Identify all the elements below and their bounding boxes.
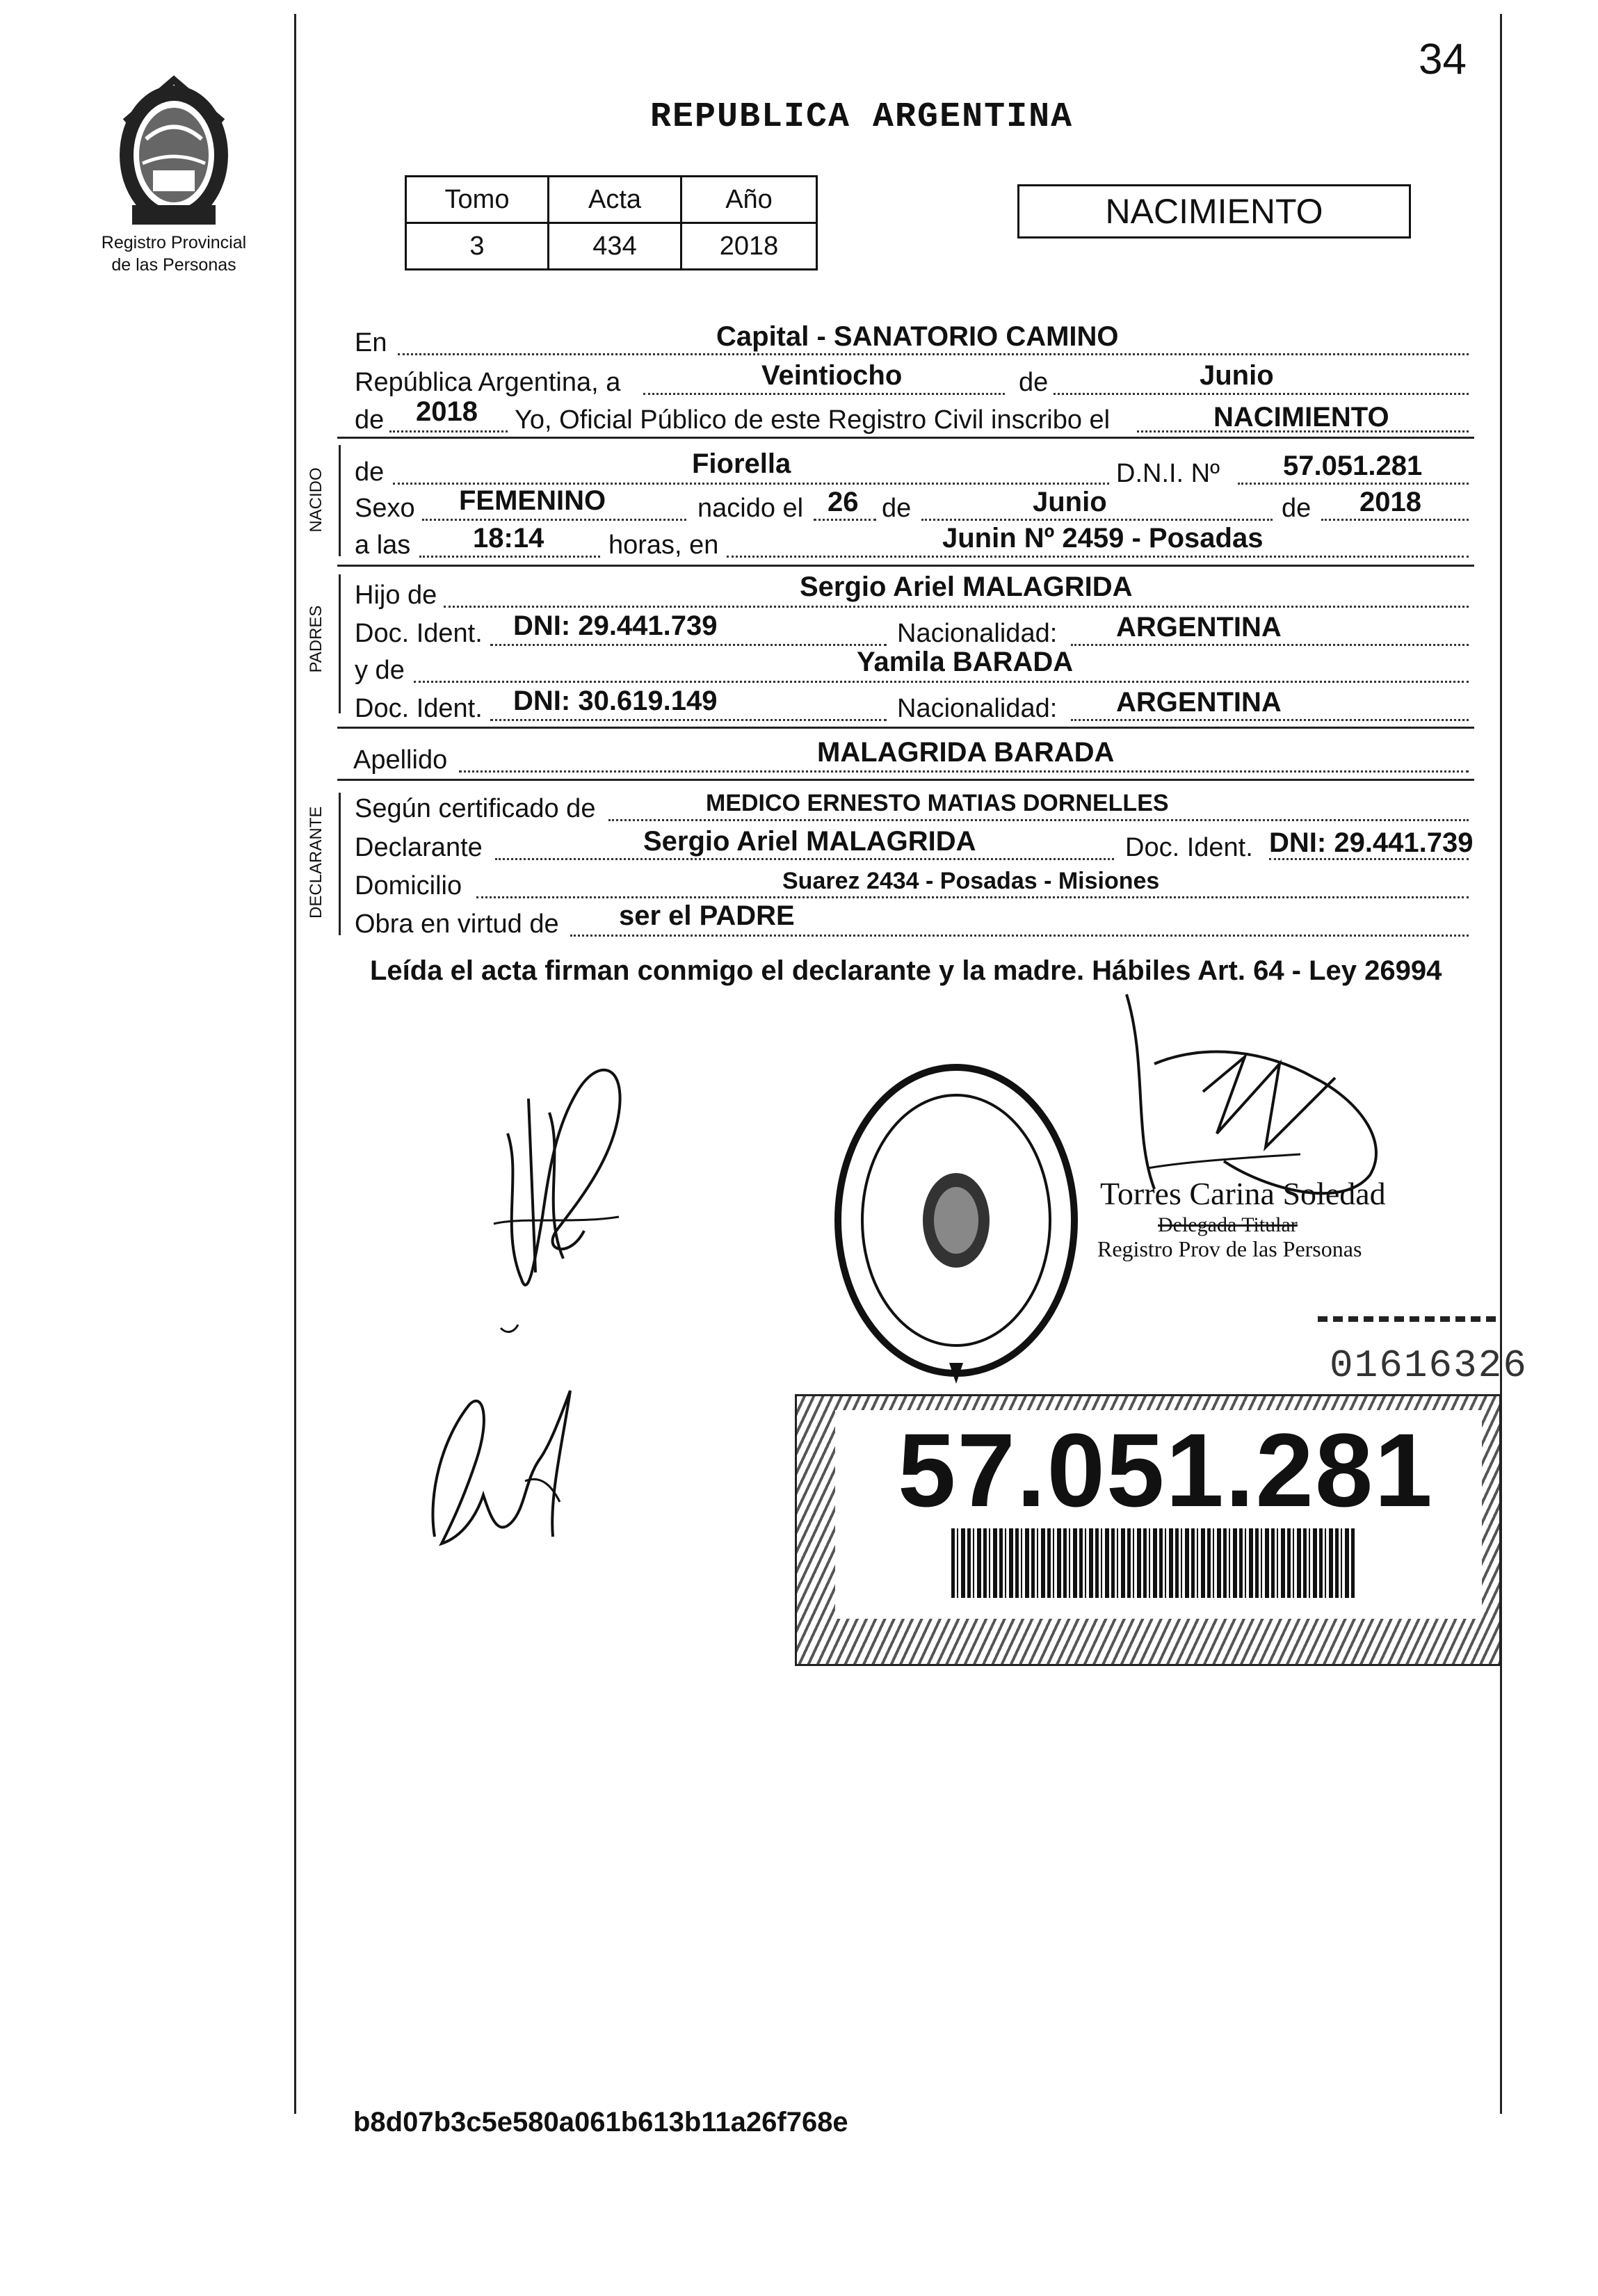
decl-doc-value: DNI: 29.441.739 — [1269, 827, 1474, 858]
sticker-barcode — [951, 1528, 1355, 1598]
birthmonth-dotline — [921, 519, 1273, 521]
officer-name: Torres Carina Soledad — [1100, 1176, 1386, 1211]
serial-strip — [1318, 1316, 1500, 1322]
father-doc-dotline — [490, 644, 887, 646]
year-value: 2018 — [416, 396, 478, 427]
rule-2 — [337, 565, 1474, 567]
dni-dotline — [1238, 483, 1469, 485]
dom-value: Suarez 2434 - Posadas - Misiones — [782, 868, 1160, 894]
country-title: REPUBLICA ARGENTINA — [650, 97, 1074, 137]
nacido-de2-label: de — [882, 494, 912, 523]
registry-line1: Registro Provincial — [101, 233, 247, 252]
republica-label: República Argentina, a — [355, 368, 621, 397]
month-dotline — [1054, 393, 1469, 395]
yde-label: y de — [355, 656, 405, 685]
decl-doc-dotline — [1269, 858, 1469, 860]
mother-nat-label: Nacionalidad: — [897, 694, 1058, 723]
nacido-de3-label: de — [1282, 494, 1312, 523]
decl-dotline — [495, 858, 1114, 860]
acta-header: Acta — [549, 177, 681, 223]
sticker-number: 57.051.281 — [898, 1412, 1434, 1528]
mother-nat-value: ARGENTINA — [1116, 687, 1282, 718]
decl-doc-label: Doc. Ident. — [1125, 833, 1253, 862]
stamp-seal-icon — [828, 1057, 1085, 1384]
de-label: de — [1019, 368, 1049, 397]
sexo-dotline — [422, 519, 686, 521]
horas-label: horas, en — [608, 531, 719, 560]
de2-label: de — [355, 405, 385, 435]
time-value: 18:14 — [473, 523, 544, 553]
nacido-de-label: de — [355, 458, 385, 487]
father-nat-value: ARGENTINA — [1116, 612, 1282, 642]
mother-doc-label: Doc. Ident. — [355, 694, 483, 723]
decl-label: Declarante — [355, 833, 483, 862]
apellido-dotline — [459, 770, 1469, 773]
obra-label: Obra en virtud de — [355, 909, 559, 939]
father-doc-value: DNI: 29.441.739 — [513, 611, 718, 641]
acta-value: 434 — [549, 223, 681, 270]
padres-bracket — [339, 574, 341, 713]
nacido-el-label: nacido el — [697, 494, 804, 523]
registry-name — [76, 232, 271, 276]
rule-3 — [337, 727, 1474, 729]
apellido-value: MALAGRIDA BARADA — [817, 737, 1115, 768]
time-dotline — [419, 556, 600, 558]
tomo-value: 3 — [406, 223, 549, 270]
hijo-label: Hijo de — [355, 581, 437, 610]
en-value: Capital - SANATORIO CAMINO — [716, 321, 1119, 352]
day-value: Veintiocho — [761, 360, 903, 391]
anio-value: 2018 — [681, 223, 817, 270]
cert-label: Según certificado de — [355, 794, 596, 823]
rule-1 — [337, 437, 1474, 439]
record-table — [405, 175, 818, 270]
dni-value: 57.051.281 — [1283, 451, 1423, 481]
birthday-dotline — [814, 519, 876, 521]
sexo-value: FEMENINO — [459, 485, 606, 516]
declarant-signature — [480, 1050, 661, 1384]
act-type-box: NACIMIENTO — [1017, 184, 1411, 239]
left-margin-line — [294, 14, 296, 2114]
apellido-label: Apellido — [353, 745, 448, 775]
padres-section-label: PADRES — [307, 605, 325, 673]
year-dotline — [389, 430, 508, 432]
name-value: Fiorella — [692, 448, 791, 479]
mother-nat-dotline — [1071, 719, 1469, 721]
officer-office: Registro Prov de las Personas — [1097, 1236, 1362, 1261]
cert-dotline — [608, 819, 1469, 821]
nacido-section-label: NACIDO — [307, 467, 325, 533]
sexo-label: Sexo — [355, 494, 415, 523]
right-margin-line — [1500, 14, 1502, 2114]
birth-month-value: Junio — [1033, 487, 1107, 517]
place-dotline — [727, 556, 1469, 558]
day-dotline — [643, 393, 1005, 395]
mother-doc-value: DNI: 30.619.149 — [513, 686, 718, 716]
nacido-bracket — [339, 445, 341, 556]
event-value: NACIMIENTO — [1213, 402, 1389, 432]
birthyear-dotline — [1321, 519, 1469, 521]
father-doc-label: Doc. Ident. — [355, 619, 483, 648]
registry-line2: de las Personas — [111, 255, 236, 275]
cert-value: MEDICO ERNESTO MATIAS DORNELLES — [706, 790, 1169, 816]
father-value: Sergio Ariel MALAGRIDA — [800, 572, 1133, 602]
mother-value: Yamila BARADA — [857, 647, 1074, 677]
month-value: Junio — [1200, 360, 1274, 391]
document-hash: b8d07b3c5e580a061b613b11a26f768e — [353, 2107, 848, 2137]
father-dotline — [444, 606, 1469, 608]
father-nat-label: Nacionalidad: — [897, 619, 1058, 648]
obra-value: ser el PADRE — [619, 900, 795, 931]
province-emblem-icon — [104, 73, 243, 233]
closing-note: Leída el acta firman conmigo el declarante y la madre. Hábiles Art. 64 - Ley 26994 — [370, 955, 1442, 986]
dni-label: D.N.I. Nº — [1116, 459, 1220, 488]
dom-dotline — [476, 896, 1469, 898]
page-number: 34 — [1419, 35, 1467, 83]
alas-label: a las — [355, 531, 411, 560]
en-label: En — [355, 328, 387, 357]
dom-label: Domicilio — [355, 871, 462, 900]
mother-signature — [421, 1377, 588, 1558]
official-stamp — [828, 1057, 1085, 1384]
mother-dotline — [414, 681, 1469, 683]
place-value: Junin Nº 2459 - Posadas — [942, 523, 1264, 553]
officer-title: Delegada Titular — [1158, 1213, 1298, 1236]
serial-number: 01616326 — [1330, 1343, 1528, 1388]
declarante-bracket — [339, 793, 341, 935]
decl-value: Sergio Ariel MALAGRIDA — [643, 826, 976, 857]
oficial-text: Yo, Oficial Público de este Registro Civil inscribo el — [515, 405, 1111, 435]
name-dotline — [393, 483, 1109, 485]
birth-year-value: 2018 — [1359, 487, 1421, 517]
anio-header: Año — [681, 177, 817, 223]
officer-signature — [1106, 980, 1398, 1203]
registry-logo — [104, 73, 243, 233]
dni-sticker — [795, 1394, 1501, 1666]
tomo-header: Tomo — [406, 177, 549, 223]
record-table-header — [406, 177, 817, 223]
en-dotline — [398, 353, 1469, 355]
mother-doc-dotline — [490, 719, 887, 721]
obra-dotline — [570, 935, 1469, 937]
rule-4 — [337, 779, 1474, 781]
father-nat-dotline — [1071, 644, 1469, 646]
birth-day-value: 26 — [828, 487, 859, 517]
record-table-values — [406, 223, 817, 270]
declarante-section-label: DECLARANTE — [307, 806, 325, 919]
